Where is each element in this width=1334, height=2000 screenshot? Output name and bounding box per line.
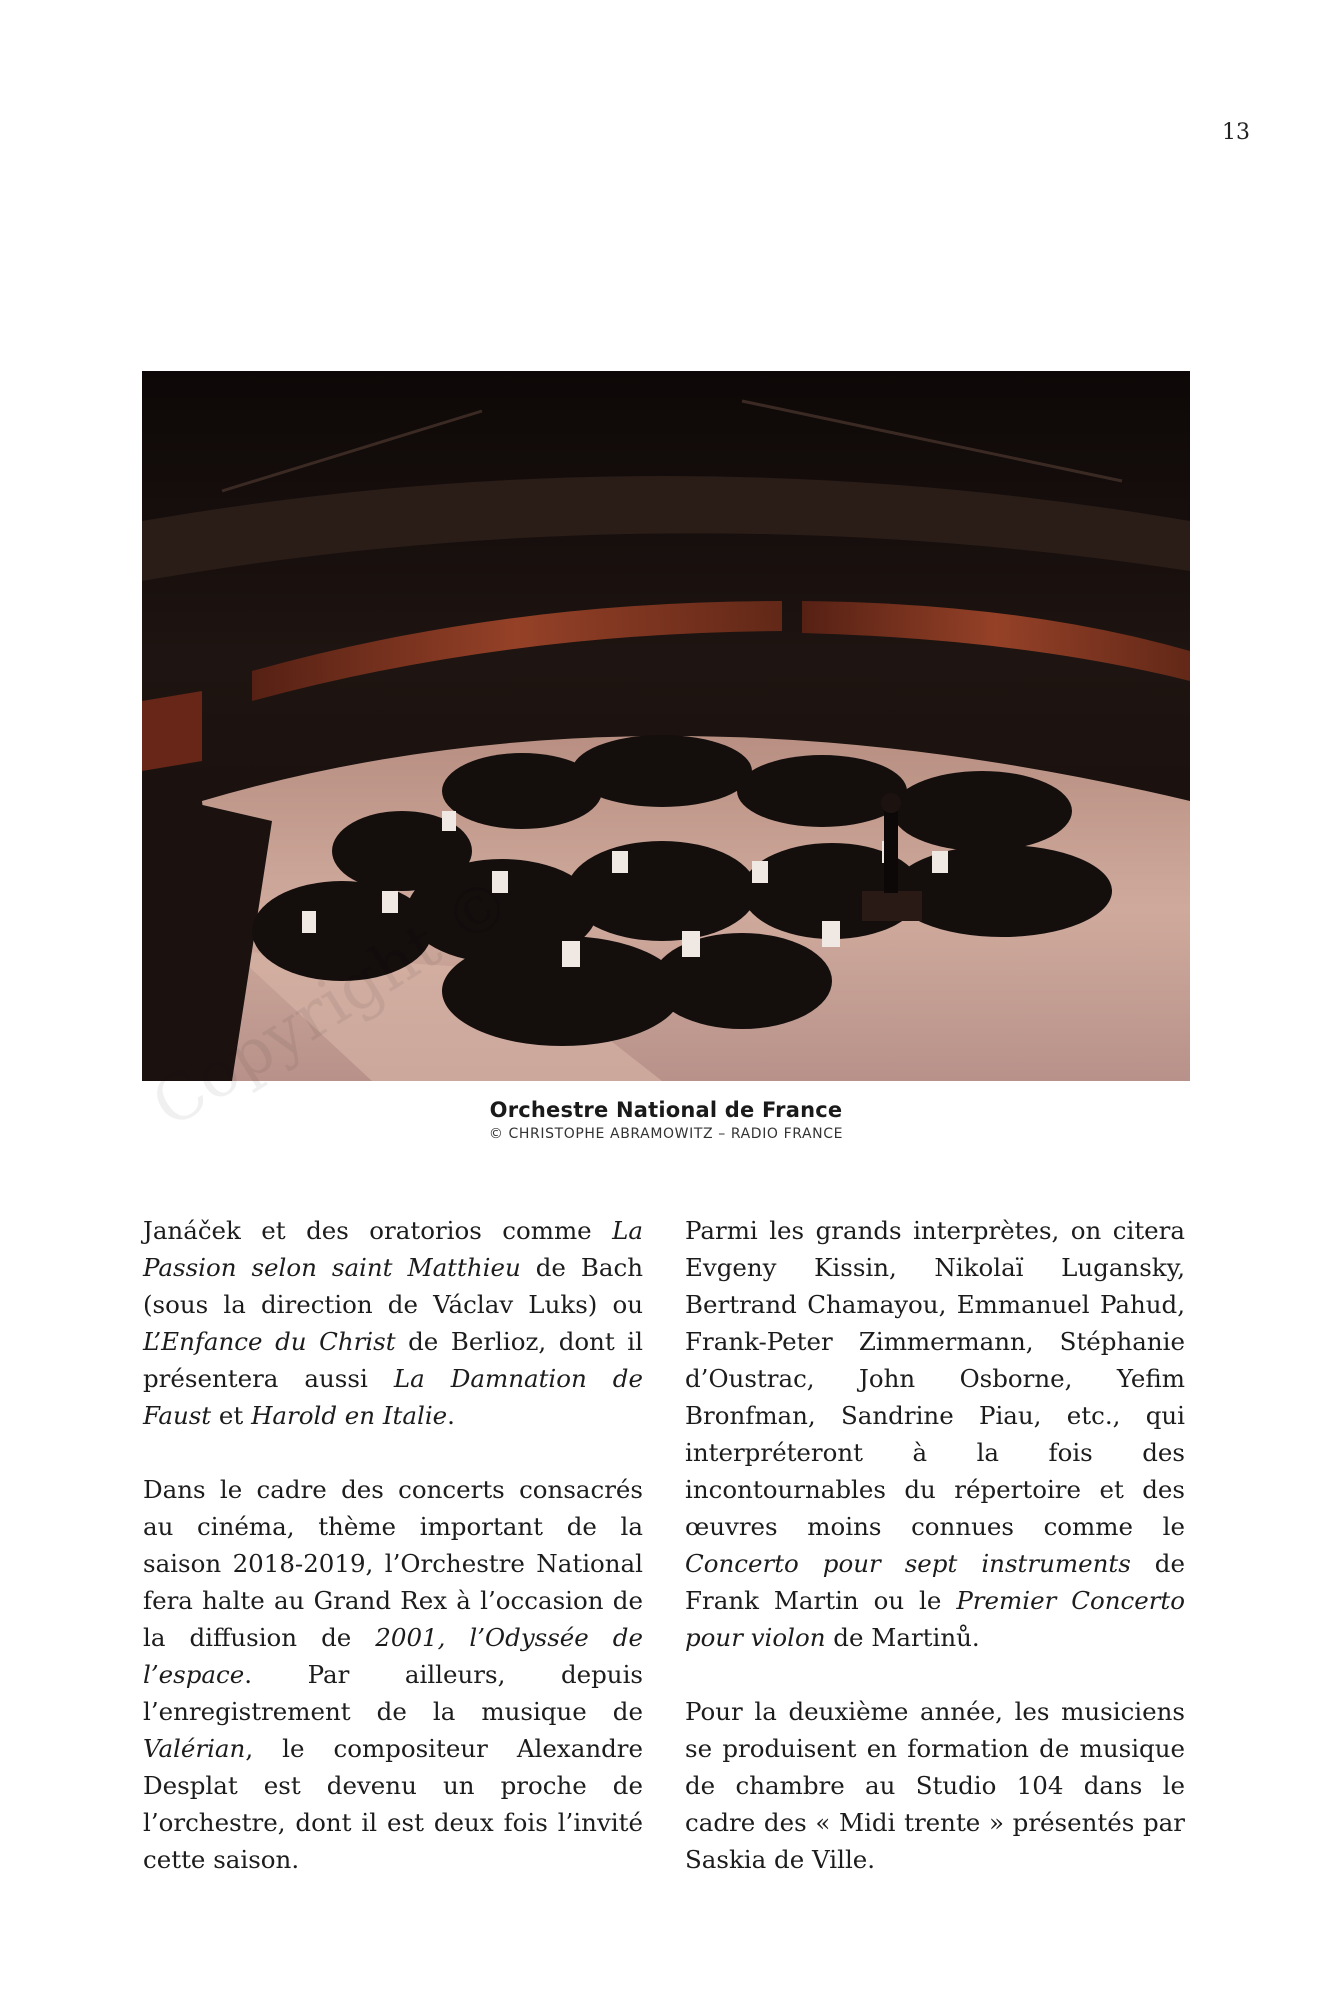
italic-title: La Passion selon saint Matthieu bbox=[143, 1216, 643, 1282]
text-run: de Frank Martin ou le bbox=[685, 1549, 1185, 1615]
italic-title: La Damnation de Faust bbox=[143, 1364, 643, 1430]
italic-title: Harold en Italie bbox=[251, 1401, 448, 1430]
text-run: Pour la deuxième année, les musiciens se produisent en formation de musique de chambre au Studio 104 dans le cadre des « Midi trente » présentés par Saskia de Ville. bbox=[685, 1697, 1185, 1874]
paragraph bbox=[685, 1212, 1185, 1656]
orchestra-photo bbox=[142, 371, 1190, 1081]
italic-title: Concerto pour sept instruments bbox=[685, 1549, 1131, 1578]
text-run: de Bach (sous la direction de Václav Luks) ou bbox=[143, 1253, 643, 1319]
paragraph bbox=[143, 1471, 643, 1878]
caption-title: Orchestre National de France bbox=[489, 1098, 843, 1122]
text-run: Parmi les grands interprètes, on citera Evgeny Kissin, Nikolaï Lugansky, Bertrand Chamayou, Emmanuel Pahud, Frank-Peter Zimmermann, Stéphanie d’Oustrac, John Osborne, Yefim Bronfman, Sandrine Piau, etc., qui interpréteront à la fois des incontournables du répertoire et des œuvres moins connues comme le bbox=[685, 1216, 1185, 1541]
text-run: . bbox=[447, 1401, 455, 1430]
italic-title: Premier Concerto pour violon bbox=[685, 1586, 1185, 1652]
paragraph bbox=[685, 1693, 1185, 1878]
text-run: de Berlioz, dont il présentera aussi bbox=[143, 1327, 643, 1393]
paragraph bbox=[143, 1212, 643, 1434]
text-run: , le compositeur Alexandre Desplat est devenu un proche de l’orchestre, dont il est deux fois l’invité cette saison. bbox=[143, 1734, 643, 1874]
italic-title: L’Enfance du Christ bbox=[143, 1327, 396, 1356]
italic-title: Valérian bbox=[143, 1734, 246, 1763]
text-run: et bbox=[211, 1401, 252, 1430]
text-run: de Martinů. bbox=[825, 1623, 980, 1652]
photo-caption bbox=[142, 1098, 1190, 1142]
text-run: Janáček et des oratorios comme bbox=[143, 1216, 613, 1245]
caption-credit: © CHRISTOPHE ABRAMOWITZ – RADIO FRANCE bbox=[488, 1126, 844, 1142]
text-run: Dans le cadre des concerts consacrés au cinéma, thème important de la saison 2018-2019, l’Orchestre National fera halte au Grand Rex à l’occasion de la diffusion de bbox=[143, 1475, 643, 1652]
text-run: . Par ailleurs, depuis l’enregistrement de la musique de bbox=[143, 1660, 643, 1726]
right-text-column bbox=[685, 1212, 1185, 1878]
italic-title: 2001, l’Odyssée de l’espace bbox=[143, 1623, 643, 1689]
page-number: 13 bbox=[1222, 120, 1250, 145]
orchestra-photo-illustration bbox=[142, 371, 1190, 1081]
left-text-column bbox=[143, 1212, 643, 1878]
